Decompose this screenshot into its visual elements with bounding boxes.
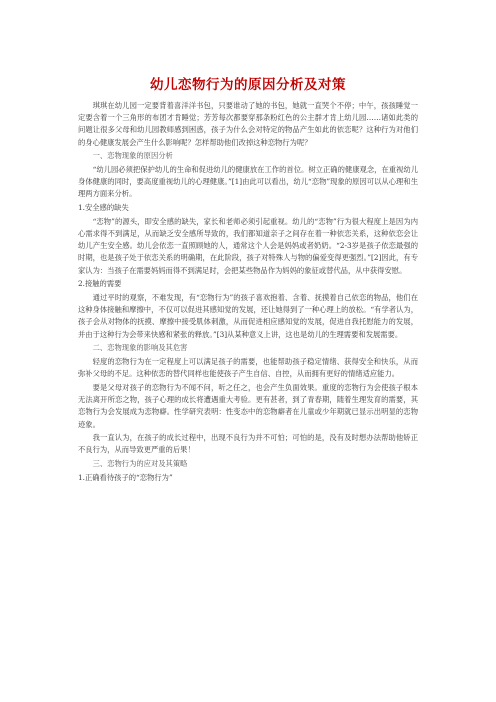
paragraph: “恋物”的源头，即安全感的缺失，家长和老师必须引起重视。幼儿的“恋物”行为很大程度上是因为内心需求得不到满足，从而缺乏安全感所导致的，我们都知道亲子之间存在着一种依恋关系，这种依恋会让幼儿产生安全感。幼儿会依恋一直照顾她的人，通常这个人会是妈妈或者奶奶。“2-3岁是孩子依恋最强的时期，也是孩子处于依恋关系的明确期，在此阶段，孩子对特殊人与物的偏爱变得更强烈。”[2]因此，有专家认为：当孩子在需要妈妈而得不到满足时，会把某些物品作为妈妈的象征或替代品，从中获得安慰。 (78, 216, 418, 275)
sub-heading: 1.正确看待孩子的“恋物行为” (78, 472, 173, 482)
paragraph: 我一直认为，在孩子的成长过程中，出现不良行为并不可怕；可怕的是，没有及时想办法帮助他矫正不良行为，从而导致更严重的后果！ (78, 433, 418, 455)
sub-heading: 2.接触的需要 (78, 279, 122, 289)
paragraph: 通过平时的观察，不难发现，有“恋物行为”的孩子喜欢抱着、含着、抚摸着自己依恋的物品，他们在这种身体接触和摩擦中，不仅可以促进其感知觉的发展，还让她得到了一种心理上的放松。“有学者认为，孩子会从对物体的抚摸、摩擦中接受肌体刺激，从而促进相应感知觉的发展，促进自我托慰能力的发展，并由于这种行为会带来快感和紧张的释放。”[3]从某种意义上讲，这也是幼儿的生理需要和发展需要。 (78, 293, 418, 339)
section-heading: 一、恋物现象的原因分析 (92, 151, 173, 161)
document-body (78, 100, 418, 484)
document-title: 幼儿恋物行为的原因分析及对策 (150, 77, 346, 93)
paragraph: “幼儿园必须把保护幼儿的生命和促进幼儿的健康放在工作的首位。树立正确的健康观念，在重视幼儿身体健康的同时，要高度重视幼儿的心理健康。”[1]由此可以看出，幼儿“恋物”现象的原因可以从心理和生理两方面来分析。 (78, 165, 418, 199)
paragraph: 琪琪在幼儿园一定要背着喜洋洋书包，只要谁动了她的书包，她就一直哭个不停；中午，孩孩睡觉一定要含着一个三角形的布团才肯睡觉；芳芳每次都要穿那条粉红色的公主群才肯上幼儿园……诸如此类的问题让很多父母和幼儿园教师感到困惑，孩子为什么会对特定的物品产生如此的依恋呢？这种行为对他们的身心健康发展会产生什么影响呢？怎样帮助他们改掉这种恋物行为呢？ (78, 101, 418, 147)
sub-heading: 1.安全感的缺失 (78, 203, 129, 213)
section-heading: 二、恋物现象的影响及其危害 (92, 343, 188, 353)
section-heading: 三、恋物行为的应对及其策略 (92, 459, 188, 469)
paragraph: 轻度的恋物行为在一定程度上可以满足孩子的需要，也能帮助孩子稳定情绪、获得安全和快乐，从而弥补父母的不足。这种依恋的替代同样也能使孩子产生自信、自控，从而拥有更好的情绪适应能力。 (78, 357, 418, 379)
paragraph: 要是父母对孩子的恋物行为不闻不问，听之任之，也会产生负面效果。重度的恋物行为会使孩子根本无法离开所恋之物，孩子心理的成长将遭遇重大考验。更有甚者，到了青春期，随着生理发育的需要，其恋物行为会发展成为恋物癖。性学研究表明：性变态中的恋物癖者在儿童或少年期就已显示出明显的恋物迹象。 (78, 382, 418, 429)
